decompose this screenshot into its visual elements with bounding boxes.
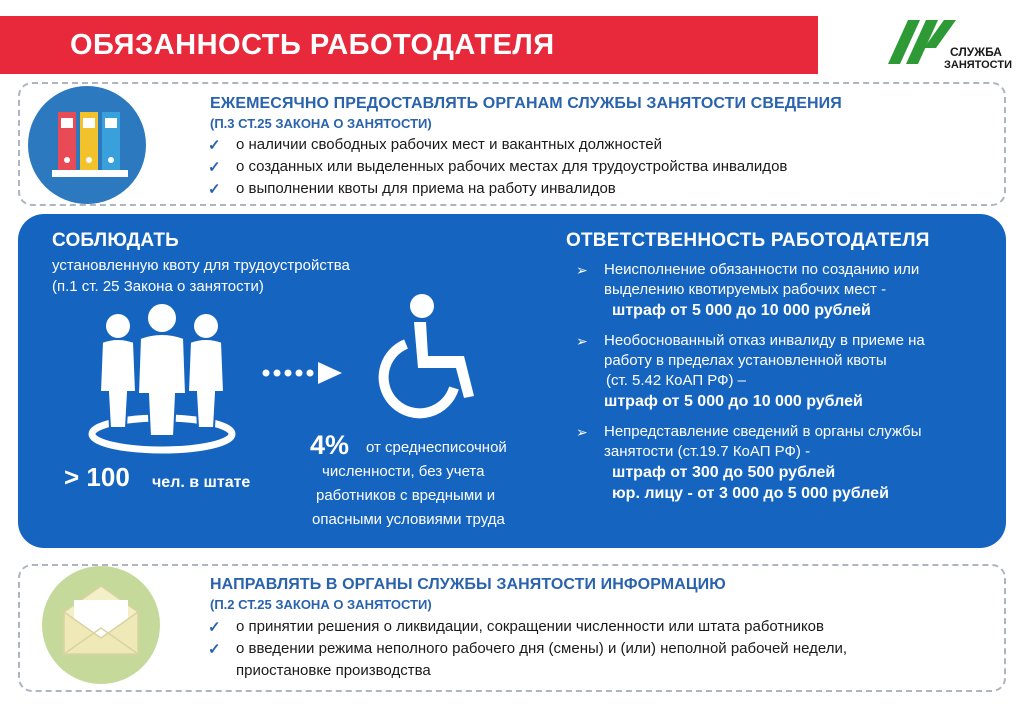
list-item: ✓ о выполнении квоты для приема на работу инвалидов [206,178,787,200]
logo-text-line2: ЗАНЯТОСТИ [944,59,1012,71]
fine-amount: штраф от 300 до 500 рублей [612,464,836,481]
chevron-right-icon: ➢ [576,424,588,440]
quota-percent: 4% [310,430,350,460]
list-item: ✓ о созданных или выделенных рабочих местах для трудоустройства инвалидов [206,156,787,178]
chevron-right-icon: ➢ [576,262,588,278]
headcount-value: > 100 [64,462,130,492]
list-item: ➢ Непредставление сведений в органы службы занятости (ст.19.7 КоАП РФ) - штраф от 300 до 500 рублей юр. лицу - от 3 000 до 5 000 рублей [574,422,994,504]
check-icon: ✓ [208,619,221,636]
list-item: ➢ Неисполнение обязанности по созданию или выделению квотируемых рабочих мест - штраф от 5 000 до 10 000 рублей [574,260,994,321]
top-section-subtitle: (П.3 СТ.25 ЗАКОНА О ЗАНЯТОСТИ) [210,116,432,131]
page-title: ОБЯЗАННОСТЬ РАБОТОДАТЕЛЯ [70,28,555,61]
responsibility-title: ОТВЕТСТВЕННОСТЬ РАБОТОДАТЕЛЯ [566,230,930,251]
quota-text-line: численности, без учета [322,463,485,480]
comply-text-line1: установленную квоту для трудоустройства [52,257,350,274]
wheelchair-icon [370,292,500,422]
fine-amount: юр. лицу - от 3 000 до 5 000 рублей [612,485,889,502]
top-section-title: ЕЖЕМЕСЯЧНО ПРЕДОСТАВЛЯТЬ ОРГАНАМ СЛУЖБЫ ЗАНЯТОСТИ СВЕДЕНИЯ [210,95,842,112]
employment-service-logo [886,18,1016,74]
list-item: ✓ о введении режима неполного рабочего дня (смены) и (или) неполной рабочей недели, [206,638,847,660]
comply-text-line2: (п.1 ст. 25 Закона о занятости) [52,278,264,295]
quota-text-line: работников с вредными и [316,487,496,504]
people-group-icon [82,296,242,456]
logo-text-line1: СЛУЖБА [950,45,1002,59]
list-item: ✓ о принятии решения о ликвидации, сокращении численности или штата работников [206,616,847,638]
bottom-section-title: НАПРАВЛЯТЬ В ОРГАНЫ СЛУЖБЫ ЗАНЯТОСТИ ИНФОРМАЦИЮ [210,576,726,593]
list-item: ➢ Необоснованный отказ инвалиду в приеме на работу в пределах установленной квоты (ст. 5.42 КоАП РФ) – штраф от 5 000 до 10 000 рублей [574,331,994,412]
list-item: ✓ о наличии свободных рабочих мест и вакантных должностей [206,134,787,156]
bottom-section-subtitle: (П.2 СТ.25 ЗАКОНА О ЗАНЯТОСТИ) [210,597,432,612]
list-item-continuation: приостановке производства [236,662,431,679]
fine-amount: штраф от 5 000 до 10 000 рублей [604,393,863,410]
check-icon: ✓ [208,181,221,198]
bottom-section-list [206,616,847,682]
check-icon: ✓ [208,159,221,176]
binders-icon [28,86,146,204]
arrow-right-icon [262,360,346,386]
fine-amount: штраф от 5 000 до 10 000 рублей [612,302,871,319]
check-icon: ✓ [208,641,221,658]
responsibility-list [574,260,994,514]
quota-text-line: от среднесписочной [366,439,507,456]
comply-title: СОБЛЮДАТЬ [52,230,180,251]
check-icon: ✓ [208,137,221,154]
headcount-label: чел. в штате [152,474,251,491]
chevron-right-icon: ➢ [576,333,588,349]
quota-text-line: опасными условиями труда [312,511,505,528]
top-section-list [206,134,787,200]
title-banner [0,16,818,74]
envelope-icon [42,566,160,684]
